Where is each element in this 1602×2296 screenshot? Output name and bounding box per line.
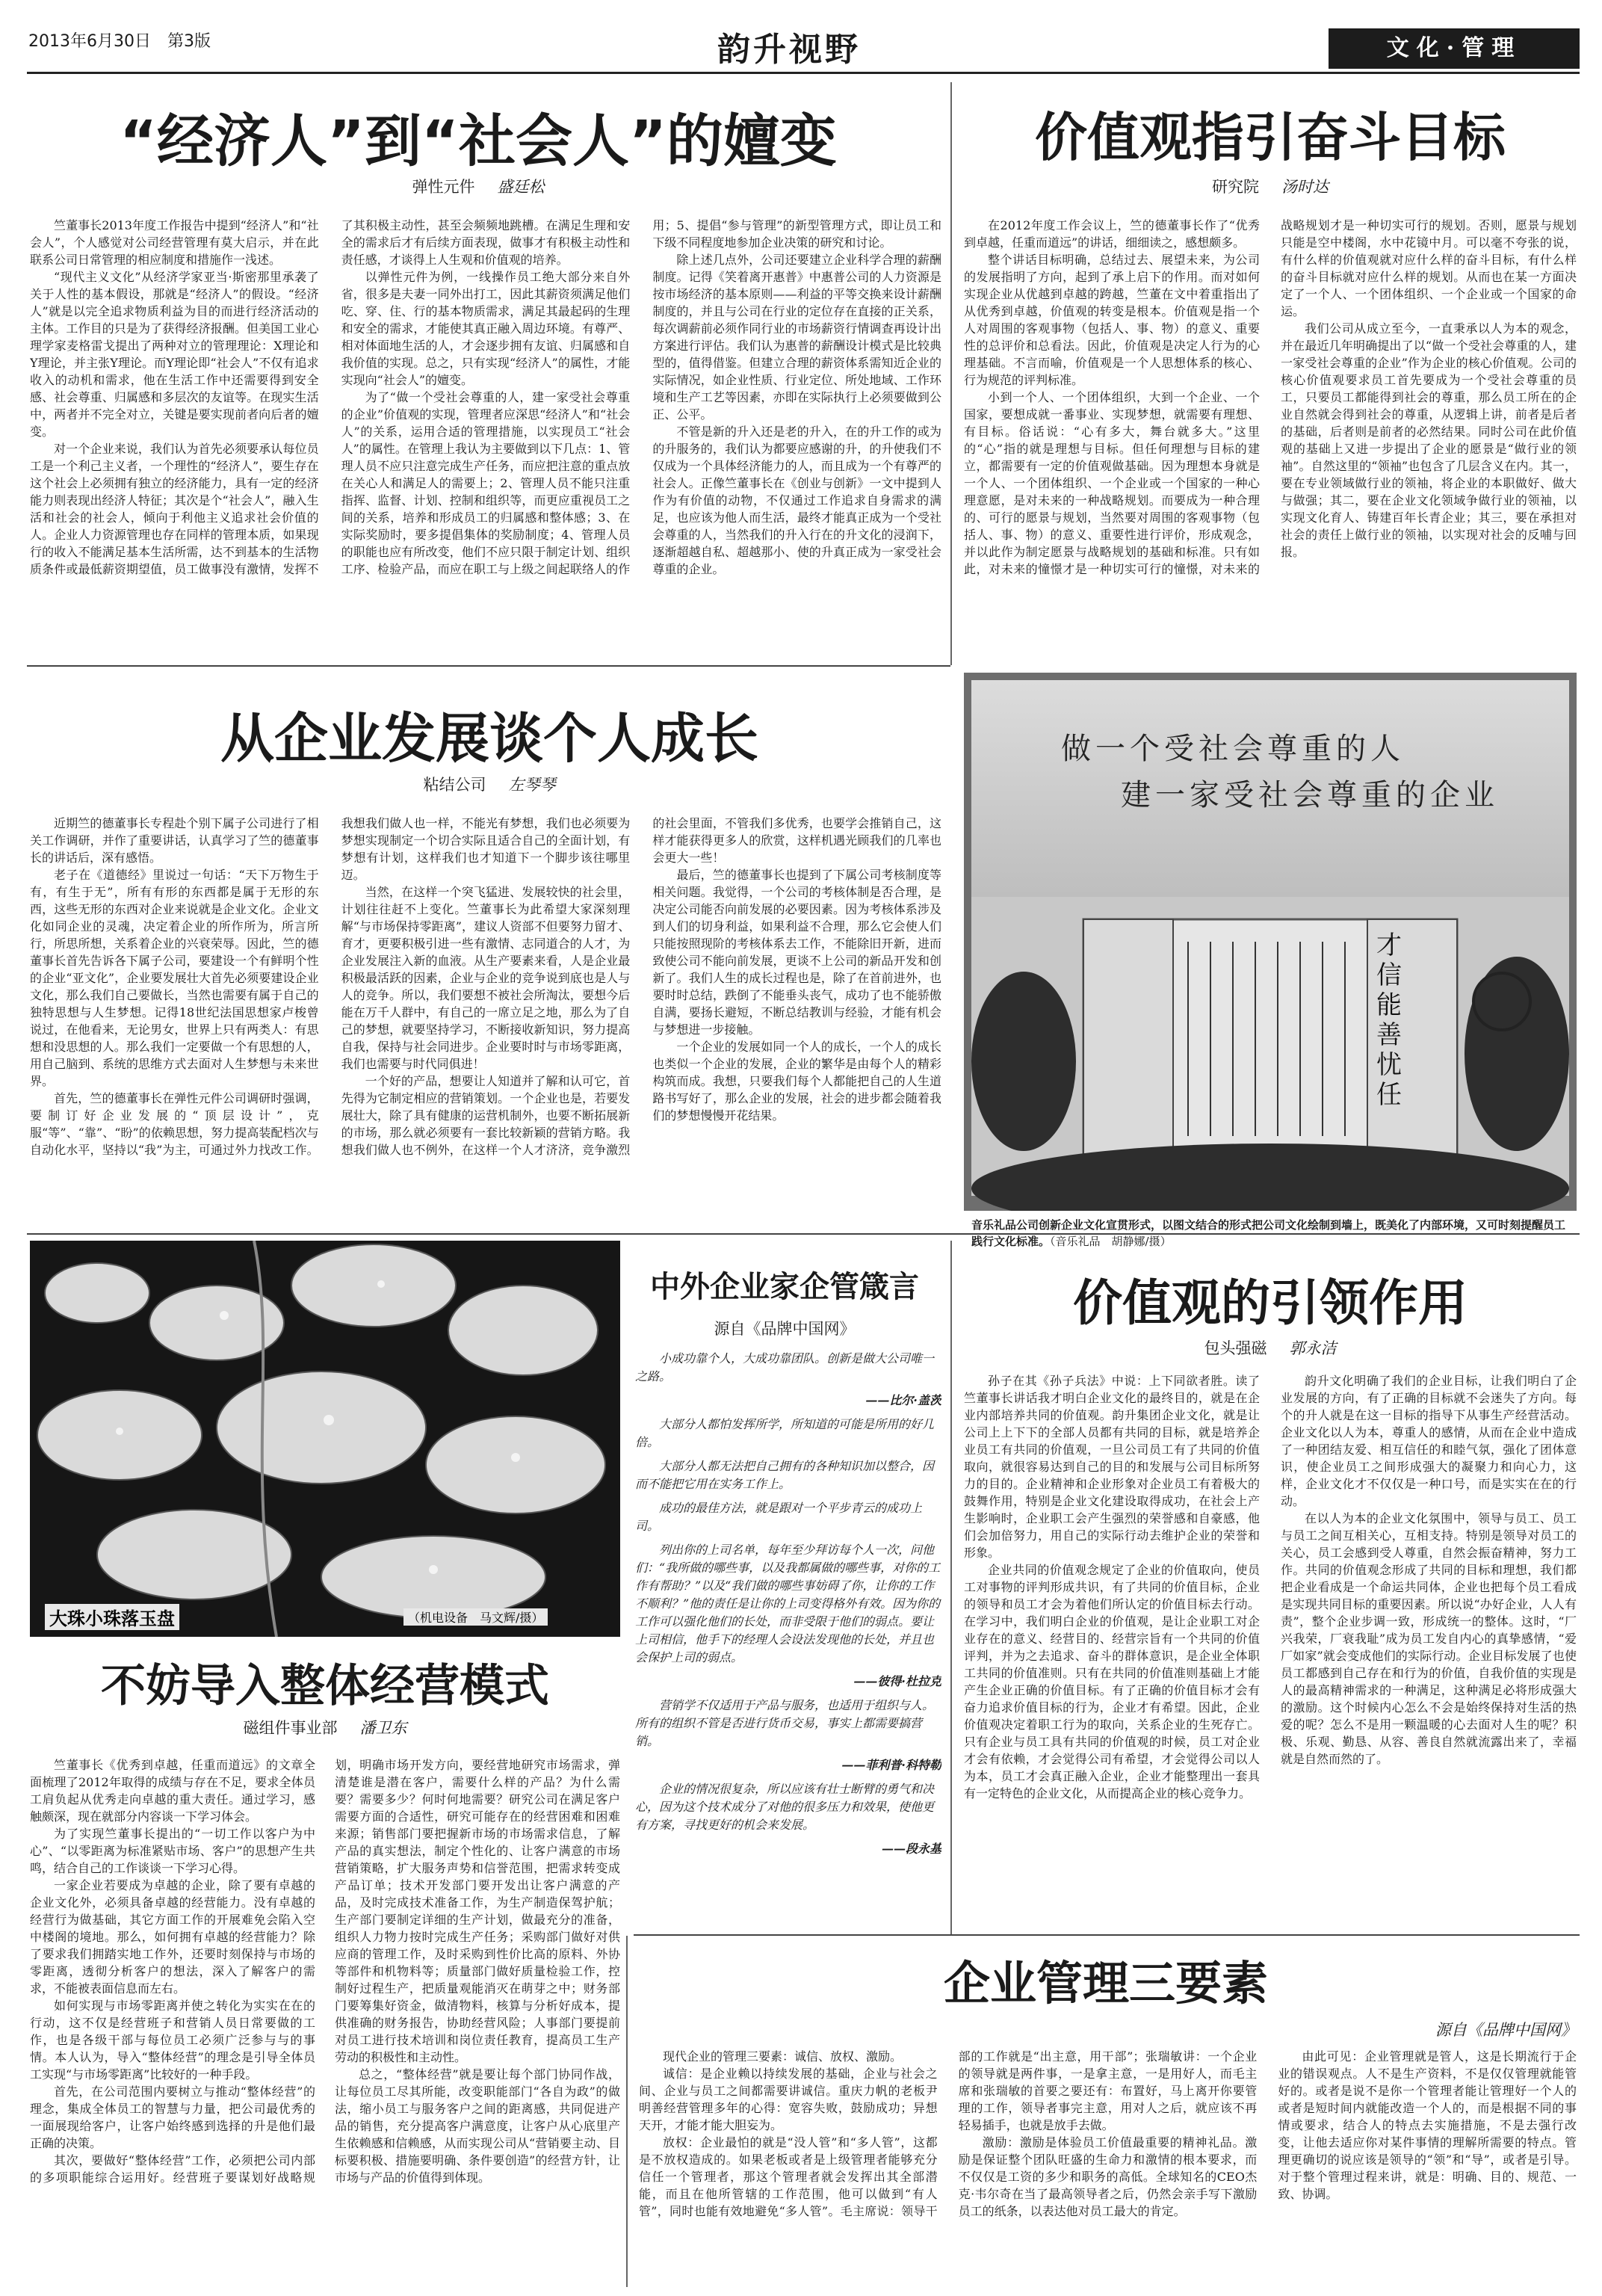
article6-paragraph: 竺董事长《优秀到卓越，任重而道远》的文章全面梳理了2012年取得的成绩与存在不足，要求全体员工肩负起从优秀走向卓越的重大责任。通过学习，感触颇深，现在就部分内容谈一下学习体会。: [30, 1758, 315, 1824]
article1-byline-name: 盛廷松: [497, 178, 545, 196]
article2-paragraph: 整个讲话目标明确，总结过去、展望未来，为公司的发展指明了方向，起到了承上启下的作用。而对如何实现企业从优越到卓越的跨越，竺董在文中着重指出了从优秀到卓越，价值观的转变是根本。价值观是指一个人对周围的客观事物（包括人、事、物）的意义、重要性的总评价和总看法。因此，价值观是决定人行为的心理基础。不言而喻，价值观是一个人思想体系的核心、行为规范的评判标准。: [964, 253, 1260, 387]
culture-wall-photo: [964, 673, 1577, 1211]
article1-paragraph: 除上述几点外，公司还要建立企业科学合理的薪酬制度。记得《笑着离开惠普》中惠普公司的人力资源是按市场经济的基本原则——利益的平等交换来设计薪酬制度的，并且与公司在行业的定位存在直接的正关系，每次调薪前必须作同行业的市场薪资行情调查再设计出方案进行评估。我们认为惠普的薪酬设计模式是比较典型的，值得借鉴。但建立合理的薪资体系需知近企业的实际情况，如企业性质、行业定位、所处地域、工作环境和生产工艺等因素，亦即在实际执行上必须要做到公正、公平。: [652, 253, 941, 422]
article1-byline: [30, 175, 927, 197]
lotus-image: [30, 1241, 620, 1637]
quote-text: 大部分人都怕发挥所学，所知道的可能是所用的好几倍。: [635, 1417, 935, 1449]
article6-body: [30, 1756, 620, 2280]
culture-wall-caption-text: 音乐礼品公司创新企业文化宣贯形式，以图文结合的形式把公司文化绘制到墙上，既美化了内部环境，又可时刻提醒员工践行文化标准。: [971, 1218, 1566, 1248]
article2-byline-org: 研究院: [1212, 178, 1259, 196]
article7-body: [639, 2048, 1577, 2283]
article7-paragraph: 现代企业的管理三要素：诚信、放权、激励。: [663, 2049, 903, 2064]
quote-text: 企业的情况很复杂，所以应该有壮士断臂的勇气和决心，因为这个技术成分了对他的很多压力和效果，使他更有方案，寻找更好的机会来发展。: [635, 1782, 935, 1832]
newspaper-title: 韵升视野: [717, 31, 861, 69]
column-divider: [950, 82, 952, 665]
article3-paragraph: 一个企业的发展如同一个人的成长，一个人的成长也类似一个企业的发展，企业的繁华是由每个人的精彩构筑而成。我想，只要我们每个人都能把自己的人生道路书写好了，那么企业的发展，社会的进步都会随着我们的梦想慢慢开花结果。: [652, 1040, 941, 1123]
article1-paragraph: “现代主义文化”从经济学家亚当·斯密那里承袭了关于人性的基本假设，那就是“经济人”的假设。“经济人”就是以完全追求物质利益为目的而进行经济活动的主体。工作目的只是为了获得经济报酬。但美国工业心理学家麦格雷戈提出了两种对立的管理理论：X理论和Y理论，并主张Y理论。而Y理论即“社会人”不仅有追求收入的动机和需求，他在生活工作中还需要得到安全感、社会尊重、归属感和多层次的友谊等。在现实生活中，两者并不完全对立，关键是要实现前者向后者的嬗变。: [30, 270, 319, 439]
article1-paragraph: 对一个企业来说，我们认为首先必须要承认每位员工是一个利己主义者，一个理性的“经济人”，要生存在这个社会上必须拥有独立的经济能力，具有一定的经济能力则表现出经济人特征；其次是个“社会人”，融入生活和社会的社会人，倾向于利他主义追求社会价值的人。企业人力资源管理也存在同样的管理本质，如果现行的收入不能满足基本生活所需，达不到基本的生活物质条件或最低薪资期望值，员工做事没有激情，发挥不了其积极主动性，甚至会频频地跳槽。在满足生理和安全的需求后才有后续方面表现，做事才有积极主动性和责任感，才谈得上人生观和价值观的培养。: [30, 218, 631, 576]
article3-byline-org: 粘结公司: [423, 776, 486, 794]
quote-text: 小成功靠个人，大成功靠团队。创新是做大公司唯一之路。: [635, 1351, 935, 1383]
article1-paragraph: 竺董事长2013年度工作报告中提到“经济人”和“社会人”，个人感觉对公司经营管理有莫大启示，并在此联系公司日常管理的相应制度和措施作一浅述。: [30, 218, 319, 267]
article4-quotes: [635, 1350, 941, 1918]
article7-paragraph: 诚信：是企业赖以持续发展的基础，企业与社会之间、企业与员工之间都需要讲诚信。重庆力帆的老板尹明善经营管理多年的心得：宽容失败，鼓励成功；异想天开，才能才能大胆妄为。: [639, 2067, 938, 2132]
wall-slogan-line1: 做一个受社会尊重的人: [1061, 732, 1405, 766]
article2-paragraph: 在2012年度工作会议上，竺的德董事长作了“优秀到卓越，任重而道远”的讲话，细细读之，感想颇多。: [964, 218, 1260, 250]
article2-byline: [964, 175, 1577, 197]
section-rule: [634, 1934, 1580, 1936]
lotus-photo: [30, 1241, 620, 1637]
article3-paragraph: 首先，竺的德董事长在弹性元件公司调研时强调，要制订好企业发展的“顶层设计”，克服“等”、“靠”、“盼”的依赖思想，努力提高装配档次与自动化水平，坚持以“我”为主，可通过外力找改工作。我想我们做人也一样，不能光有梦想，我们也必须要为梦想实现制定一个切合实际且适合自己的全面计划，有梦想有计划，这样我们也才知道下一个脚步该往哪里迈。: [30, 816, 631, 1157]
article3-title: 从企业发展谈个人成长: [220, 707, 758, 770]
article3-paragraph: 近期竺的德董事长专程赴个别下属子公司进行了相关工作调研，并作了重要讲话，认真学习了竺的德董事长的讲话后，深有感悟。: [30, 816, 319, 865]
article1-paragraph: 为了“做一个受社会尊重的人，建一家受社会尊重的企业”价值观的实现，管理者应深思“经济人”和“社会人”的关系，运用合适的管理措施，以实现员工“社会人”的属性。在管理上我认为主要做到以下几点：1、管理人员不应只注意完成生产任务，而应把注意的重点放在关心人和满足人的需要上；2、管理人员不能只注重指挥、监督、计划、控制和组织等，而更应重视员工之间的关系，培养和形成员工的归属感和整体感；3、在实际奖励时，要多提倡集体的奖励制度；4、管理人员的职能也应有所改变，他们不应只限于制定计划、组织工序、检验产品，而应在职工与上级之间起联络人的作用；5、提倡“参与管理”的新型管理方式，即让员工和下级不同程度地参加企业决策的研究和讨论。: [341, 218, 941, 576]
article3-paragraph: 当然，在这样一个突飞猛进、发展较快的社会里，计划往往赶不上变化。竺董事长为此希望大家深刻理解“与市场保持零距离”，建议人资部不但要努力留才、育才，更要积极引进一些有激情、志同道合的人才，为企业发展注入新的血液。从生产要素来看，人是企业最积极最活跃的因素，企业与企业的竞争说到底也是人与人的竞争。所以，我们要想不被社会所淘汰，要想今后能在万千人群中，有自己的一席立足之地，那么为了自己的梦想，就要坚持学习，不断接收新知识，努力提高自我，保持与社会同进步。企业要时时与市场零距离，我们也需要与时代同俱进！: [341, 885, 631, 1071]
column-divider: [626, 1936, 628, 2287]
article6-byline-org: 磁组件事业部: [243, 1719, 338, 1737]
article1-paragraph: 以弹性元件为例，一线操作员工绝大部分来自外省，很多是夫妻一同外出打工，因此其薪资须满足他们吃、穿、住、行的基本物质需求，满足其最起码的生理和安全的需求，才能使其真正融入周边环境。有尊严、相对体面地生活的人，才会逐步拥有友谊、归属感和自我价值的实现。总之，只有实现“经济人”的属性，才能实现向“社会人”的嬗变。: [341, 270, 631, 387]
article5-byline-org: 包头强磁: [1204, 1339, 1267, 1357]
article2-title: 价值观指引奋斗目标: [1035, 107, 1506, 168]
article7-paragraph: 由此可见：企业管理就是管人，这是长期流行于企业的错误观点。人不是生产资料，不是仅仅管理就能管好的。或者是说不是你一个管理者能让管理好一个人的或者是短时间内就能改造一个人的，而是根据不同的事情或要求，结合人的特点去实施措施，不是去强行改变，让他去适应你对某件事情的理解所需要的特点。管理更确切的说应该是领导的“领”和“导”，或者是引导。对于整个管理过程来讲，就是：明确、目的、规范、一致、协调。: [1278, 2049, 1577, 2201]
article7-paragraph: 放权：企业最怕的就是“没人管”和“多人管”，这都是不放权造成的。如果老板或者是上级管理者能够充分信任一个管理者，那这个管理者就会发挥出其全部潜能，而且在他所管辖的工作范围，他可以做到“有人管”，同时也能有效地避免“多人管”。毛主席说：领导干部的工作就是“出主意，用干部”；张瑞敏讲：一个企业的领导就是两件事，一是拿主意，一是用好人，而毛主席和张瑞敏的首要之要还有：布置好，马上离开你要管理的工作，领导者事完主意，用对人之后，就应该不再轻易插手，也就是放手去做。: [639, 2049, 1258, 2218]
lotus-credit: （机电设备 马文辉/摄）: [403, 1608, 548, 1626]
article1-byline-org: 弹性元件: [412, 178, 475, 196]
section-rule: [27, 1233, 1580, 1235]
culture-wall-credit: （音乐礼品 胡静娜/摄）: [1050, 1235, 1172, 1248]
article5-body: [964, 1372, 1577, 1925]
article5-paragraph: 孙子在其《孙子兵法》中说：上下同欲者胜。读了竺董事长讲话我才明白企业文化的最终目的，就是在企业内部培养共同的价值观。韵升集团企业文化，就是让公司上上下下的全部人员都有共同的目标，就是培养企业员工有共同的价值观，一旦公司员工有了共同的价值取向，就很容易达到自己的目的和发展与公司目标所努力的目的。企业精神和企业形象对企业员工有着极大的鼓舞作用，特别是企业文化建设取得成功，在社会上产生影响时，企业职工会产生强烈的荣誉感和自豪感，他们会加倍努力，用自己的实际行动去维护企业的荣誉和形象。: [964, 1374, 1260, 1560]
article3-paragraph: 老子在《道德经》里说过一句话：“天下万物生于有，有生于无”，所有有形的东西都是属于无形的东西，这些无形的东西对企业来说就是企业文化。企业文化如同企业的灵魂，决定着企业的所作所为，所言所行，所思所想，关系着企业的兴衰荣辱。因此，竺的德董事长首先告诉各下属子公司，要建设一个有鲜明个性的企业“亚文化”，企业要发展壮大首先必须要建设企业文化，那么我们自己要做长，当然也需要有属于自己的独特思想与人生梦想。记得18世纪法国思想家卢梭曾说过，在他看来，无论男女，世界上只有两类人：有思想和没思想的人。那么我们一定要做一个有思想的人，用自己脑到、系统的思维方式去面对人生梦想与未来世界。: [30, 868, 319, 1088]
quote-text: 列出你的上司名单，每年至少拜访每个人一次，问他们：“我所做的哪些事，以及我都属做的哪些事，对你的工作有帮助？”以及“我们做的哪些事妨碍了你，让你的工作不顺利？”他的责任是让你的上司变得格外有效。因为你的工作可以强化他们的长处，而非受限于他们的弱点。要让上司相信，他手下的经理人会设法发现他的长处，并且也会保护上司的弱点。: [635, 1543, 941, 1664]
column-divider: [950, 1241, 952, 1936]
article3-byline: [30, 773, 949, 795]
article7-paragraph: 激励：激励是体验员工价值最重要的精神礼品。激励是保证整个团队旺盛的生命力和激情的根本要求，而不仅仅是工资的多少和职务的高低。全球知名的CEO杰克·韦尔奇在当了最高领导者之后，仍然会亲手写下激励员工的纸条，以表达他对员工最大的肯定。: [958, 2135, 1258, 2218]
article2-byline-name: 汤时达: [1281, 178, 1329, 196]
header-rule: [27, 72, 1580, 74]
quote-text: 大部分人都无法把自己拥有的各种知识加以整合，因而不能把它用在实务工作上。: [635, 1459, 935, 1491]
article6-paragraph: 一家企业若要成为卓越的企业，除了要有卓越的企业文化外，必须具备卓越的经营能力。没有卓越的经营行为做基础，其它方面工作的开展难免会陷入空中楼阁的境地。那么，如何拥有卓越的经营能力？除了要求我们拥踏实地工作外，还要时刻保持与市场的零距离，透彻分析客户的想法，深入了解客户的需求，不能被表面信息而左右。: [30, 1878, 315, 1996]
article1-body: [30, 217, 941, 658]
article5-byline-name: 郭永洁: [1289, 1339, 1337, 1357]
wall-banner-text: 才信能善忧任: [1376, 931, 1402, 1110]
article5-paragraph: 在以人为本的企业文化氛围中，领导与员工、员工与员工之间互相关心，互相支持。特别是领导对员工的关心，员工会感到受人尊重，自然会振奋精神，努力工作。共同的价值观念形成了共同的目标和理想，我们都把企业看成是一个命运共同体，企业也把每个员工看成是实现共同目标的重要因素。所以说“办好企业，人人有责”，整个企业步调一致，形成统一的整体。这时，“厂兴我荣，厂衰我耻”成为员工发自内心的真挚感情，“爱厂如家”就会变成他们的实际行动。企业目标发展了也使员工都感到自己存在和行为的价值，自我价值的实现是人的最高精神需求的一种满足，这种满足必将形成强大的激励。这个时候内心怎么不会是始终保持对生活的热爱的呢？怎么不是用一颗温暖的心去面对人生的呢？积极、乐观、勤恳、从容、善良自然就流露出来了，幸福就是自然而然的了。: [1281, 1511, 1577, 1766]
quote-text: 成功的最佳方法，就是跟对一个平步青云的成功上司。: [635, 1501, 923, 1533]
article7-title: 企业管理三要素: [943, 1956, 1268, 2010]
wall-slogan-line2: 建一家受社会尊重的企业: [1121, 778, 1499, 812]
article6-paragraph: 如何实现与市场零距离并使之转化为实实在在的行动，这不仅是经营班子和营销人员日常要做的工作，也是各级干部与每位员工必须广泛参与与的事情。本人认为，导入“整体经营”的理念是引导全体员工实现“与市场零距离”比较好的一种手段。: [30, 1999, 315, 2081]
article6-paragraph: 为了实现竺董事长提出的“一切工作以客户为中心”、“以零距离为标准紧贴市场、客户”的思想产生共鸣，结合自己的工作谈谈一下学习心得。: [30, 1827, 315, 1875]
article5-paragraph: 韵升文化明确了我们的企业目标，让我们明白了企业发展的方向，有了正确的目标就不会迷失了方向。每个的升人就是在这一目标的指导下从事生产经营活动。企业文化以人为本，尊重人的感情，从而在企业中造成了一种团结友爱、相互信任的和睦气氛，强化了团体意识，使企业员工之间形成强大的凝聚力和向心力，这样，企业文化才不仅仅是一种口号，而是实实在在的行动。: [1281, 1374, 1577, 1508]
article2-paragraph: 我们公司从成立至今，一直秉承以人为本的观念，并在最近几年明确提出了以“做一个受社会尊重的人，建一家受社会尊重的企业”作为企业的核心价值观。公司的核心价值观要求员工首先要成为一个受社会尊重的员工，只要员工都能得到社会的尊重，那么员工所在的企业自然就会得到社会的尊重，从逻辑上讲，前者是后者的基础，后者则是前者的必然结果。同时公司在此价值观的基础上又进一步提出了企业的愿景是“做行业的领袖”。自然这里的“领袖”也包含了几层含义在内。其一，要在专业领域做行业的领袖，将企业的本职做好、做大与做强；其二，要在企业文化领域争做行业的领袖，以实现文化育人、铸建百年长青企业；其三，要在承担对社会的责任上做行业的领袖，以实现对社会的反哺与回报。: [1281, 321, 1577, 559]
article1-paragraph: 不管是新的升入还是老的升入，在的升工作的或为的升服务的，我们认为都要应感谢的升，的升使我们不仅成为一个具体经济能力的人，而且成为一个有尊严的社会人。正像竺董事长在《创业与创新》一文中提到人作为有价值的动物，不仅通过工作追求自身需求的满足，也应该为他人而生活，最终才能真正成为一个受社会尊重的人，当然我们的升入行在的升文化的浸润下，逐渐超越自私、超越那小、使的升真正成为一家受社会尊重的企业。: [652, 425, 941, 576]
quote-author: ——段永基: [881, 1842, 941, 1856]
article6-byline: [30, 1716, 620, 1738]
quote-author: ——彼得·杜拉克: [853, 1674, 941, 1688]
article4-title: 中外企业家企管箴言: [650, 1270, 919, 1304]
article7-source: 源自《品牌中国网》: [1435, 2021, 1577, 2039]
article3-paragraph: 一个好的产品，想要让人知道并了解和认可它，首先得为它制定相应的营销策划。一个企业也是，若要发展壮大，除了具有健康的运营机制外，也要不断拓展新的市场，那么就必须要有一套比较新颖的营销方略。我想我们做人也不例外，在这样一个人才济济，竞争激烈的社会里面，不管我们多优秀，也要学会推销自己，这样才能获得更多人的欣赏，这样机遇光顾我们的几率也会更大一些！: [341, 816, 941, 1157]
article1-title: “经济人”到“社会人”的嬗变: [120, 108, 837, 174]
article3-byline-name: 左琴琴: [508, 776, 556, 794]
article4-source: 源自《品牌中国网》: [714, 1320, 856, 1338]
article5-paragraph: 企业共同的价值观念规定了企业的价值取向，使员工对事物的评判形成共识，有了共同的价值目标，企业的领导和员工才会为着他们所认定的价值目标去行动。在学习中，我们明白企业的价值观，是让企业职工对企业存在的意义、经营目的、经营宗旨有一个共同的价值评判，并为之去追求、奋斗的群体意识，是企业全体职工共同的价值准则。只有在共同的价值准则基础上才能产生企业正确的价值目标。有了正确的价值目标才会有奋力追求价值目标的行为，企业才有希望。因此，企业价值观决定着职工行为的取向，关系企业的生死存亡。只有企业与员工具有共同的价值观的时候，员工对企业才会有依赖，才会觉得公司有希望，才会觉得公司以人为本，员工才会真正融入企业，企业才能整理出一套具有一定特色的企业文化，从而提高企业的核心竞争力。: [964, 1563, 1260, 1800]
article2-paragraph: 小到一个人、一个团体组织，大到一个企业、一个国家，要想成就一番事业、实现梦想，就需要有理想、有目标。俗话说：“心有多大，舞台就多大。”这里的“心”指的就是理想与目标。但任何理想与目标的建立，都需要有一定的价值观做基础。因为理想本身就是一个人、一个团体组织、一个企业或一个国家的一种心理意愿，是对未来的一种战略规划。而要成为一种合理的、可行的愿景与规划，当然要对周围的客观事物（包括人、事、物）的意义、重要性进行评价，形成观念，并以此作为制定愿景与战略规划的基础和标准。只有如此，对未来的憧憬才是一种切实可行的憧憬，对未来的战略规划才是一种切实可行的规划。否则，愿景与规划只能是空中楼阁，水中花镜中月。可以毫不夸张的说，有什么样的价值观就对应什么样的奋斗目标，有什么样的奋斗目标就对应什么样的规划。从而也在某一方面决定了一个人、一个团体组织、一个企业或一个国家的命运。: [964, 218, 1577, 576]
article5-byline: [964, 1336, 1577, 1359]
quote-text: 营销学不仅适用于产品与服务，也适用于组织与人。所有的组织不管是否进行货币交易，事实上都需要搞营销。: [635, 1698, 935, 1748]
article6-paragraph: 其次，要做好“整体经营”工作，必须把公司内部的多项职能综合运用好。经营班子要谋划好战略规划，明确市场开发方向，要经营地研究市场需求，弹清楚谁是潜在客户，需要什么样的产品？为什么需要？需要多少？何时何地需要？研究公司在满足客户需要方面的合适性，研究可能存在的经营困难和困难来源；销售部门要把握新市场的市场需求信息，了解产品的真实想法，制定个性化的、让客户满意的市场营销策略，扩大服务声势和信誉范围，把需求转变成产品订单；技术开发部门要开发出让客户满意的产品，及时完成技术准备工作，为生产制造保驾护航；生产部门要制定详细的生产计划，做最充分的准备，组织人力物力按时完成生产任务；采购部门做好对供应商的管理工作，及时采购到性价比高的原料、外协等部件和机物料等；质量部门做好质量检验工作，控制好过程生产，把质量观能消灭在萌芽之中；财务部门要筹集好资金，做清物料，核算与分析好成本，提供准确的财务报告，协助经营风险；人事部门要提前对员工进行技术培训和岗位责任教育，提高员工生产劳动的积极性和主动性。: [30, 1758, 620, 2185]
quote-author: ——比尔·盖茨: [865, 1393, 941, 1407]
article5-title: 价值观的引领作用: [1073, 1274, 1468, 1332]
article6-byline-name: 潘卫东: [359, 1719, 407, 1737]
section-label: 文化·管理: [1329, 28, 1580, 69]
section-rule: [27, 665, 950, 667]
lotus-overlay-title: 大珠小珠落玉盘: [45, 1604, 179, 1630]
article3-body: [30, 815, 941, 1218]
issue-date-page: 2013年6月30日 第3版: [28, 32, 211, 51]
article2-body: [964, 217, 1577, 654]
article3-paragraph: 最后，竺的德董事长也提到了下属公司考核制度等相关问题。我觉得，一个公司的考核体制是否合理，是决定公司能否向前发展的必要因素。因为考核体系涉及到人们的切身利益，如果利益不合理，那么它会使人们只能按照现阶的考核体系去工作，不能除旧开新，进而致使公司不能向前发展，更谈不上公司的新品开发和创新了。我们人生的成长过程也是，除了在首前进外，也要时时总结，跌倒了不能垂头丧气，成功了也不能骄傲自满，要扬长避短，不断总结教训与经验，才能有机会与梦想进一步接触。: [652, 868, 941, 1037]
article6-paragraph: 首先，在公司范围内要树立与推动“整体经营”的理念，集成全体员工的智慧与力量，把公司最优秀的一面展现给客户，让客户始终感到选择的升是他们最正确的决策。: [30, 2084, 315, 2150]
article6-paragraph: 总之，“整体经营”就是要让每个部门协同作战，让每位员工尽其所能，改变职能部门“各自为政”的做法，缩小员工与服务客户之间的距离感，共同促进产品的销售，充分提高客户满意度，让客户从心底里产生依赖感和信赖感，从而实现公司从“营销要主动、目标要积极、措施要明确、条件要创造”的经营方针，让市场与产品的价值得到体现。: [335, 2067, 620, 2185]
quote-author: ——菲利普·科特勒: [841, 1758, 941, 1772]
article6-title: 不妨导入整体经营模式: [101, 1660, 549, 1712]
